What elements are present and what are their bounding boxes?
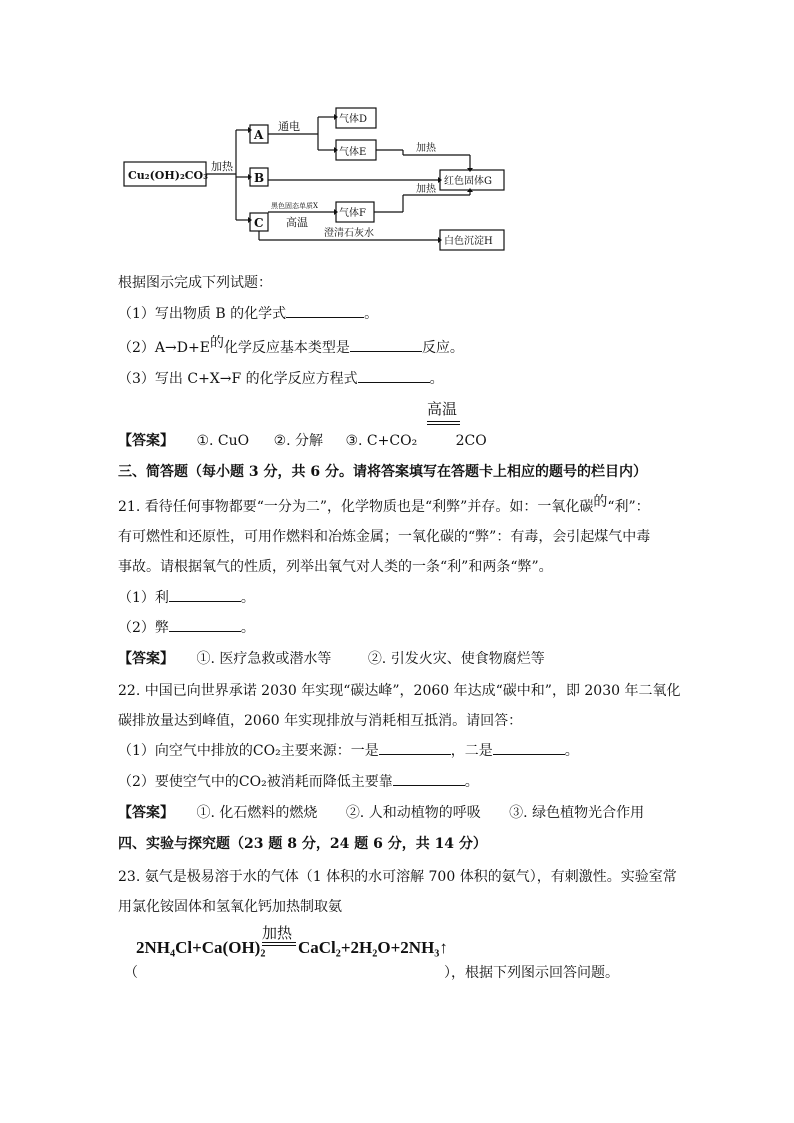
- q22-part2: （2）要使空气中的CO₂被消耗而降低主要靠 。: [118, 771, 479, 791]
- q20-condition: 高温: [427, 400, 458, 418]
- section-4-heading: 四、实验与探究题（23 题 8 分，24 题 6 分，共 14 分）: [118, 836, 487, 852]
- q21-blank2[interactable]: [169, 617, 241, 632]
- start-compound: Cu₂(OH)₂CO₃: [128, 169, 208, 182]
- q21-part1: （1）利 。: [118, 587, 255, 607]
- node-a-label: A: [254, 128, 264, 142]
- gas-f-label: 气体F: [339, 208, 366, 219]
- q22-line2: 碳排放量达到峰值，2060 年实现排放与消耗相互抵消。请回答：: [118, 713, 523, 729]
- q23-equation-right: CaCl₂+2H₂O+2NH₃↑: [298, 938, 448, 957]
- q23-line2: 用氯化铵固体和氢氧化钙加热制取氨: [118, 899, 342, 915]
- heat-e-label: 加热: [416, 143, 436, 154]
- q20-part2: （2）A→D+E的化学反应基本类型是 反应。: [118, 335, 464, 356]
- q23-line1: 23. 氨气是极易溶于水的气体（1 体积的水可溶解 700 体积的氨气），有刺激性。实验室常: [118, 869, 677, 885]
- node-c-label: C: [254, 216, 264, 230]
- q20-blank3[interactable]: [358, 368, 430, 383]
- red-solid-label: 红色固体G: [444, 176, 492, 187]
- q21-answer: 【答案】 ①. 医疗急救或潜水等 ②. 引发火灾、使食物腐烂等: [118, 651, 545, 667]
- q21-line2: 有可燃性和还原性，可用作燃料和冶炼金属；一氧化碳的“弊”：有毒，会引起煤气中毒: [118, 529, 651, 545]
- q20-intro: 根据图示完成下列试题：: [118, 275, 272, 291]
- q20-answer: 【答案】 ①. CuO ②. 分解 ③. C+CO₂ 2CO: [118, 433, 487, 449]
- q20-part1: （1）写出物质 B 的化学式 。: [118, 303, 378, 323]
- gas-d-label: 气体D: [339, 114, 368, 125]
- black-solid-label: 黑色固态单质X: [271, 202, 318, 210]
- q21-part2: （2）弊 。: [118, 617, 255, 637]
- limewater-label: 澄清石灰水: [324, 228, 374, 239]
- q22-blank3[interactable]: [393, 771, 465, 786]
- q23-equation-condition: 加热: [262, 924, 293, 942]
- q22-blank1[interactable]: [379, 740, 451, 755]
- reaction-flow-diagram: [118, 100, 518, 255]
- q22-line1: 22. 中国已向世界承诺 2030 年实现“碳达峰”，2060 年达成“碳中和”，即 2030 年二氧化: [118, 683, 681, 699]
- q22-blank2[interactable]: [493, 740, 565, 755]
- q21-blank1[interactable]: [169, 587, 241, 602]
- q23-equation-line2: [262, 945, 296, 946]
- white-ppt-label: 白色沉淀H: [444, 236, 493, 247]
- heat-f-label: 加热: [416, 184, 436, 195]
- q20-condition-line2: [427, 424, 460, 425]
- high-temp-label: 高温: [286, 216, 308, 229]
- q21-line1: 21. 看待任何事物都要“一分为二”，化学物质也是“利弊”并存。如：一氧化碳的“利”：: [118, 494, 650, 515]
- q23-equation-line1: [262, 942, 296, 943]
- q20-blank2[interactable]: [350, 337, 422, 352]
- q20-blank1[interactable]: [286, 303, 364, 318]
- heat-main-label: 加热: [211, 160, 233, 173]
- q22-part1: （1）向空气中排放的CO₂主要来源：一是 ，二是 。: [118, 740, 579, 760]
- electrolysis-label: 通电: [278, 120, 300, 133]
- node-b-label: B: [254, 171, 265, 185]
- section-3-heading: 三、简答题（每小题 3 分，共 6 分。请将答案填写在答题卡上相应的题号的栏目内）: [118, 464, 647, 480]
- q20-condition-line1: [427, 421, 460, 422]
- gas-e-label: 气体E: [339, 147, 367, 158]
- q23-equation-left: 2NH₄Cl+Ca(OH)₂: [136, 938, 266, 957]
- q23-paren-open: （: [124, 965, 138, 981]
- q22-answer: 【答案】 ①. 化石燃料的燃烧 ②. 人和动植物的呼吸 ③. 绿色植物光合作用: [118, 805, 645, 821]
- q20-part3: （3）写出 C+X→F 的化学反应方程式 。: [118, 368, 444, 388]
- q21-line3: 事故。请根据氧气的性质，列举出氧气对人类的一条“利”和两条“弊”。: [118, 559, 553, 575]
- q23-tail: ），根据下列图示回答问题。: [444, 965, 619, 981]
